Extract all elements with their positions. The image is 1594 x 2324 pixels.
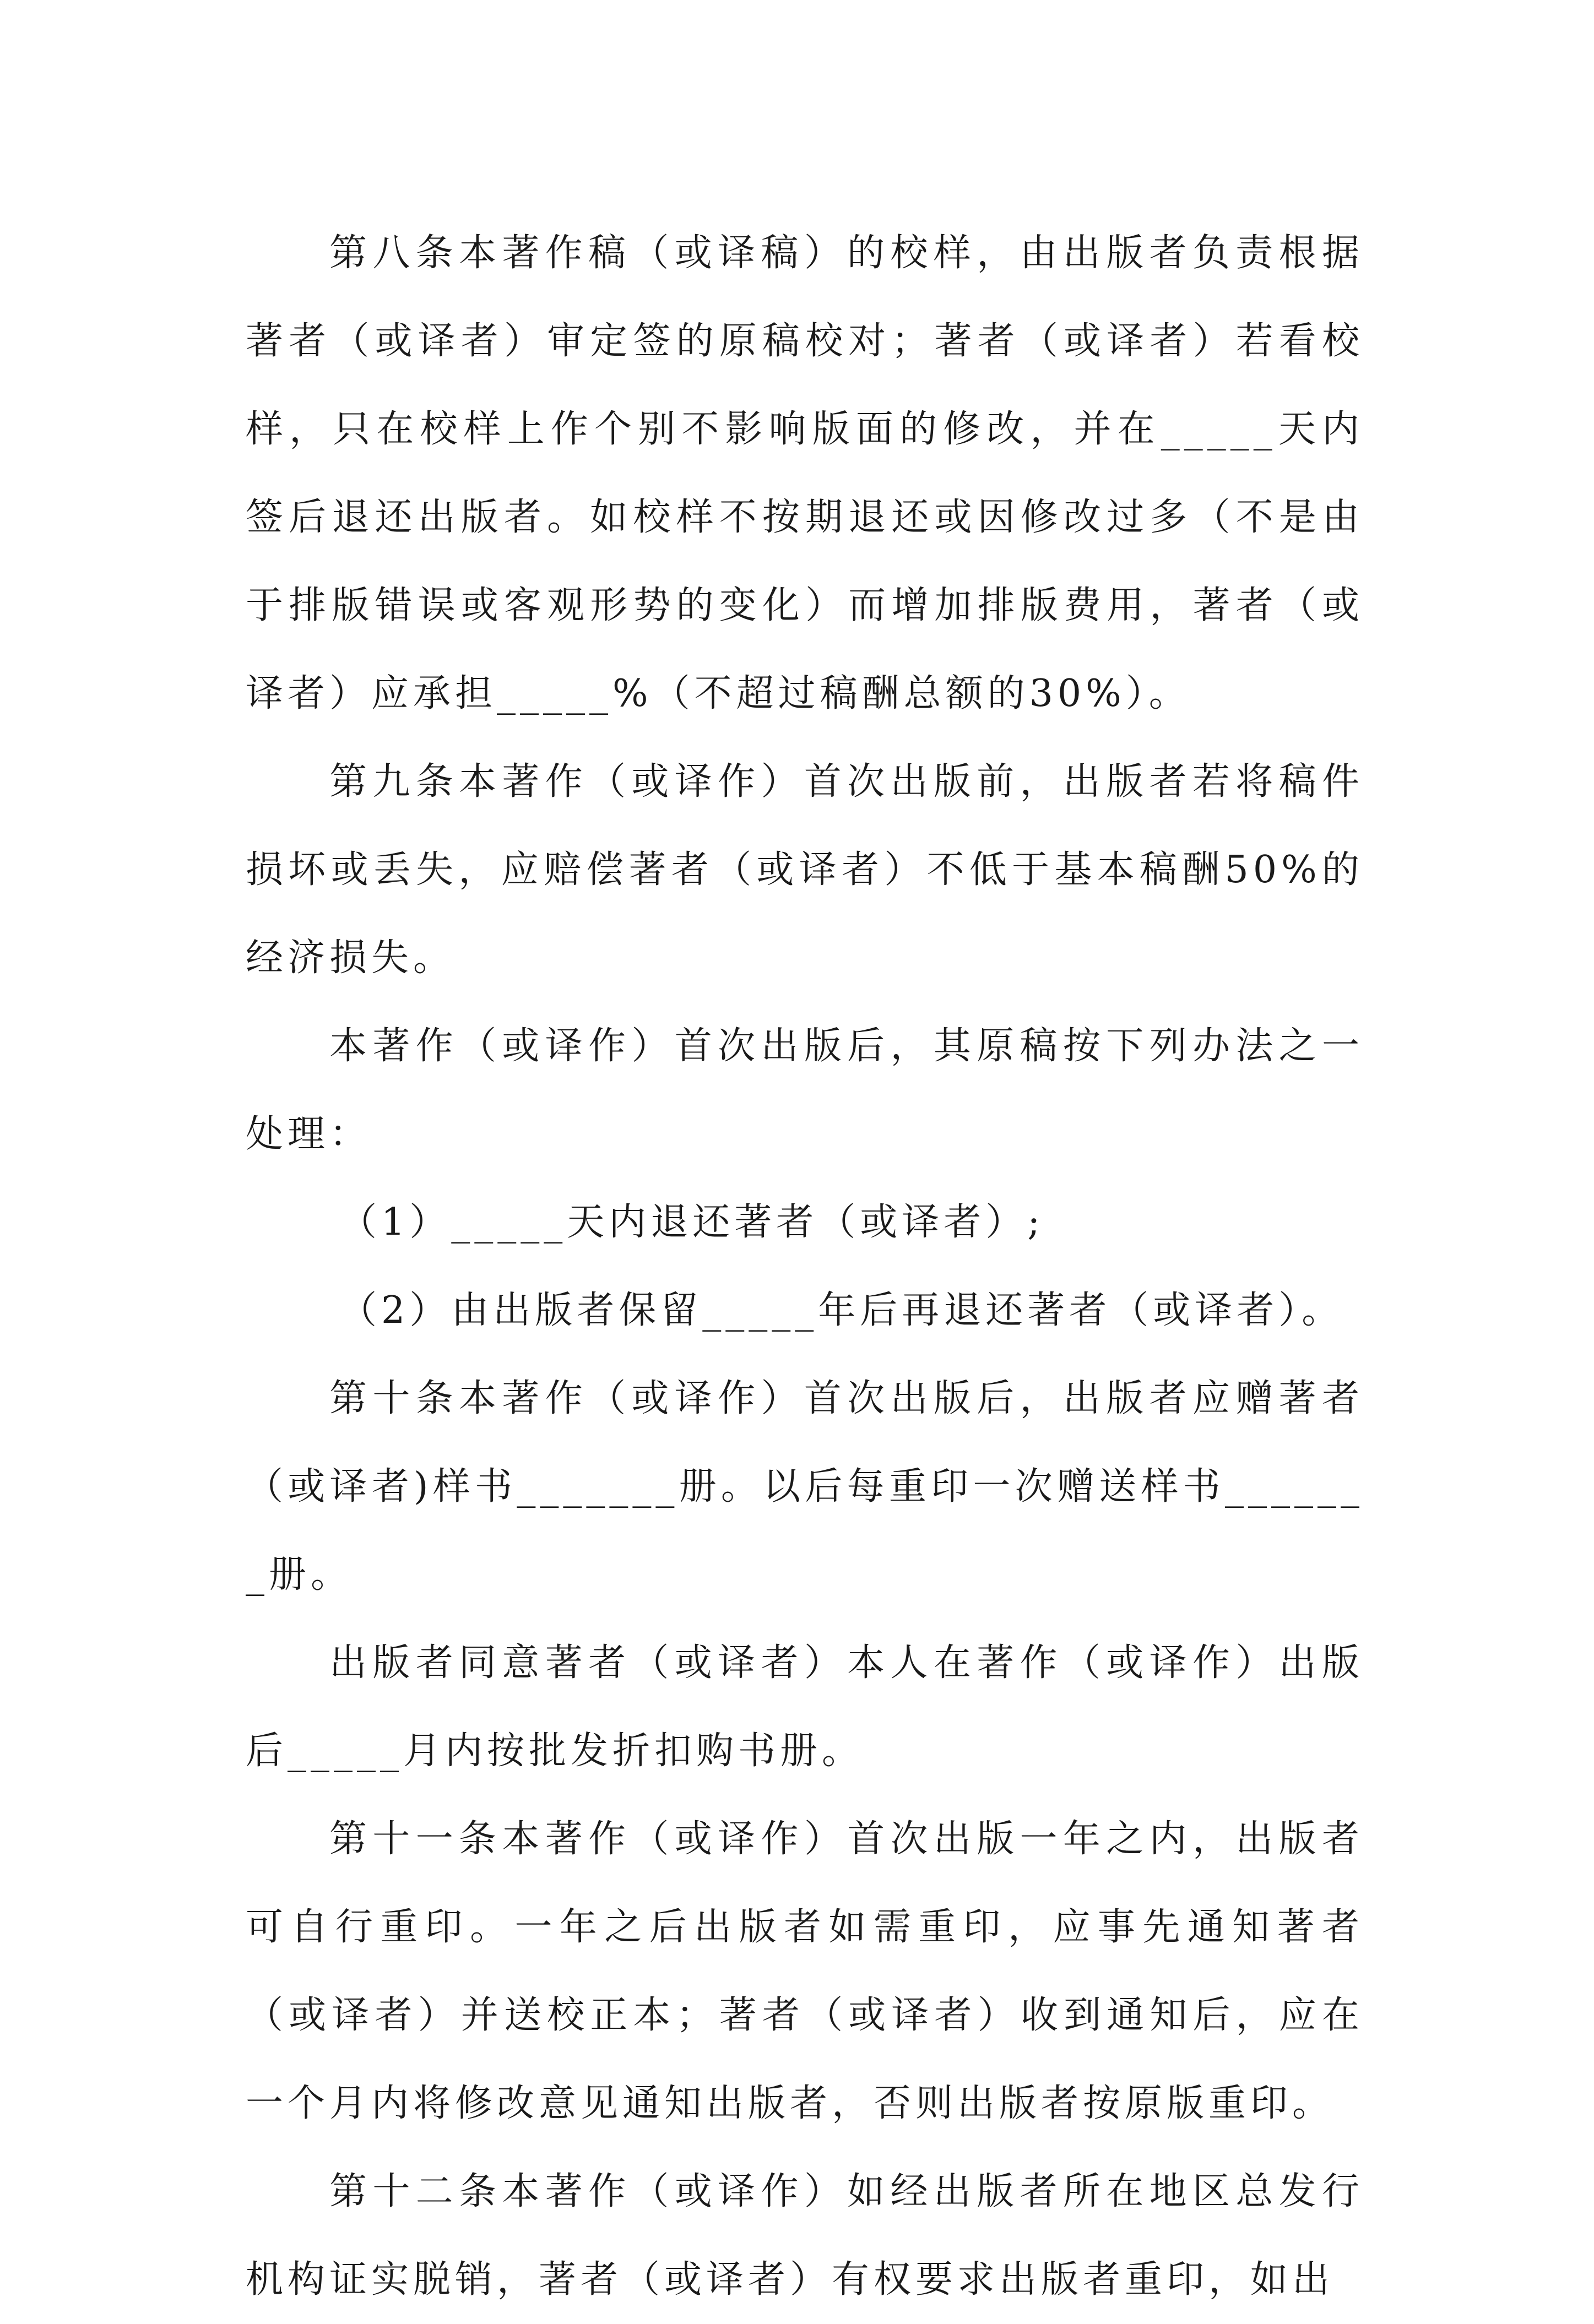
document-body [246,209,1364,2324]
paragraph-manuscript-handling: 本著作（或译作）首次出版后，其原稿按下列办法之一处理： [246,1024,1364,1156]
paragraph-article-10: 第十条本著作（或译作）首次出版后，出版者应赠著者（或译者)样书_______册。以后每重印一次赠送样书_______册。 [246,1377,1364,1597]
paragraph-purchase-discount: 出版者同意著者（或译者）本人在著作（或译作）出版后_____月内按批发折扣购书册。 [246,1641,1364,1773]
paragraph-article-9: 第九条本著作（或译作）首次出版前，出版者若将稿件损坏或丢失，应赔偿著者（或译者）不低于基本稿酬50%的经济损失。 [246,760,1364,980]
paragraph-article-8: 第八条本著作稿（或译稿）的校样，由出版者负责根据著者（或译者）审定签的原稿校对；著者（或译者）若看校样，只在校样上作个别不影响版面的修改，并在_____天内签后退还出版者。如校样不按期退还或因修改过多（不是由于排版错误或客观形势的变化）而增加排版费用，著者（或译者）应承担_____%（不超过稿酬总额的30%）。 [246,231,1364,715]
paragraph-article-11: 第十一条本著作（或译作）首次出版一年之内，出版者可自行重印。一年之后出版者如需重印，应事先通知著者（或译者）并送校正本；著者（或译者）收到通知后，应在一个月内将修改意见通知出版者，否则出版者按原版重印。 [246,1817,1364,2125]
paragraph-article-12: 第十二条本著作（或译作）如经出版者所在地区总发行机构证实脱销，著者（或译者）有权要求出版者重印，如出 [246,2170,1364,2301]
list-item-option-2: （2）由出版者保留_____年后再退还著者（或译者）。 [339,1289,1344,1332]
list-item-option-1: （1）_____天内退还著者（或译者）; [339,1201,1045,1244]
